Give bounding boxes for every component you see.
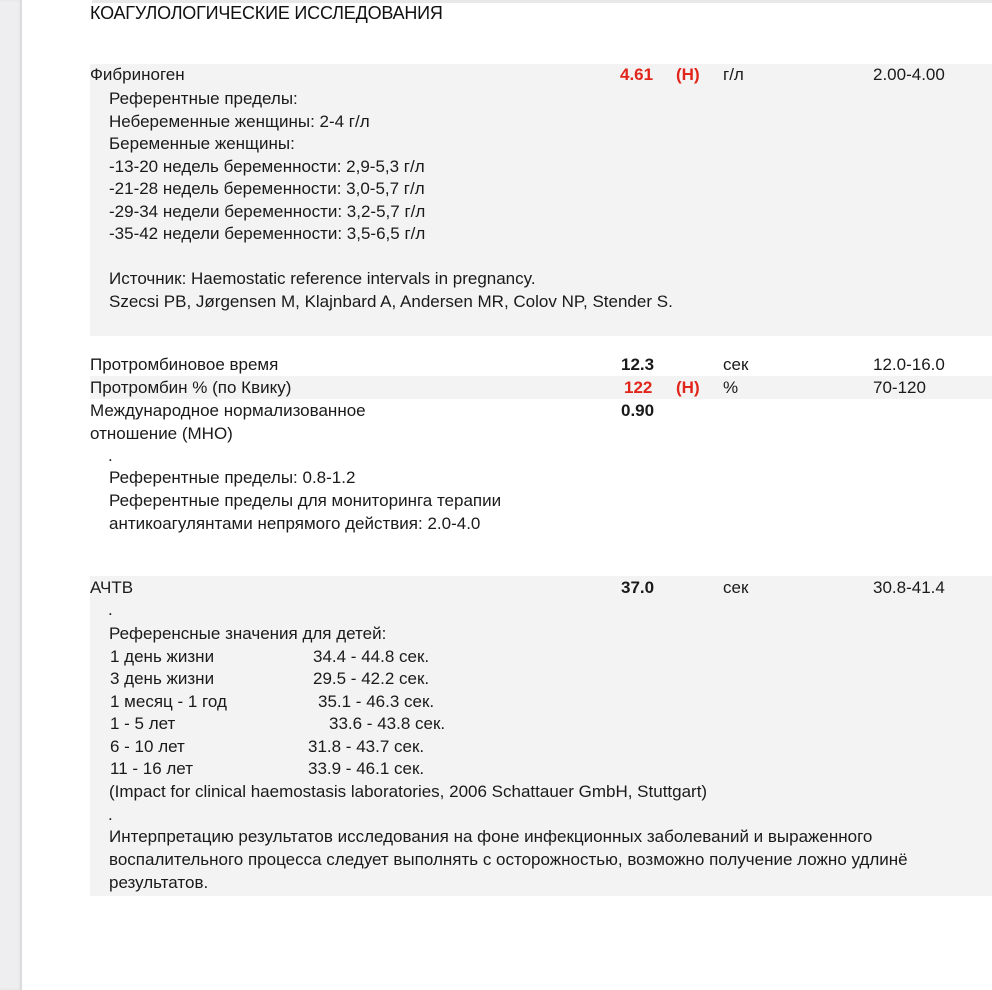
pt-reference: 12.0-16.0 [873,355,945,374]
quick-name: Протромбин % (по Квику) [90,378,292,397]
pt-unit: сек [723,355,749,374]
inr-note: антикоагулянтами непрямого действия: 2.0-4.0 [109,514,481,533]
aptt-dot-2: . [108,805,113,824]
inr-dot: . [108,446,113,465]
fibrinogen-unit: г/л [723,65,744,84]
fibrinogen-source: Источник: Haemostatic reference intervals in pregnancy. [109,269,536,288]
aptt-interpretation: воспалительного процесса следует выполнять с осторожностью, возможно получение ложно удлинё [109,850,908,869]
fibrinogen-note: Референтные пределы: [109,89,298,108]
aptt-child-age: 6 - 10 лет [110,737,185,756]
aptt-citation: (Impact for clinical haemostasis laboratories, 2006 Schattauer GmbH, Stuttgart) [109,782,708,801]
aptt-child-age: 1 месяц - 1 год [110,692,227,711]
quick-flag-high: (H) [676,378,700,397]
fibrinogen-source-authors: Szecsi PB, Jørgensen M, Klajnbard A, Andersen MR, Colov NP, Stender S. [109,292,673,311]
aptt-child-range: 33.9 - 46.1 сек. [308,759,425,778]
aptt-children-title: Референсные значения для детей: [109,624,387,643]
aptt-child-range: 33.6 - 43.8 сек. [329,714,446,733]
aptt-child-age: 1 - 5 лет [110,714,176,733]
fibrinogen-note: Беременные женщины: [109,134,295,153]
quick-reference: 70-120 [873,378,926,397]
fibrinogen-value: 4.61 [620,65,654,84]
aptt-interpretation: результатов. [109,873,209,892]
aptt-child-age: 11 - 16 лет [110,759,193,778]
aptt-reference: 30.8-41.4 [873,578,945,597]
quick-unit: % [723,378,739,397]
fibrinogen-note: -29-34 недели беременности: 3,2-5,7 г/л [109,202,426,221]
aptt-child-range: 31.8 - 43.7 сек. [308,737,425,756]
fibrinogen-note: -35-42 недели беременности: 3,5-6,5 г/л [109,224,426,243]
aptt-child-range: 29.5 - 42.2 сек. [313,669,430,688]
fibrinogen-flag-high: (H) [676,65,700,84]
aptt-unit: сек [723,578,749,597]
aptt-dot: . [108,600,113,619]
aptt-name: АЧТВ [90,578,134,597]
inr-name-cont: отношение (МНО) [90,424,233,443]
aptt-child-age: 1 день жизни [110,647,215,666]
fibrinogen-name: Фибриноген [90,65,185,84]
fibrinogen-reference: 2.00-4.00 [873,65,945,84]
section-title: КОАГУЛОЛОГИЧЕСКИЕ ИССЛЕДОВАНИЯ [90,3,443,23]
inr-name: Международное нормализованное [90,401,366,420]
fibrinogen-note: -13-20 недель беременности: 2,9-5,3 г/л [109,157,425,176]
aptt-value: 37.0 [621,578,655,597]
aptt-child-age: 3 день жизни [110,669,215,688]
inr-note: Референтные пределы: 0.8-1.2 [109,468,356,487]
aptt-child-range: 34.4 - 44.8 сек. [313,647,430,666]
pt-name: Протромбиновое время [90,355,279,374]
fibrinogen-note: -21-28 недель беременности: 3,0-5,7 г/л [109,179,425,198]
inr-value: 0.90 [621,401,655,420]
pt-value: 12.3 [621,355,655,374]
aptt-interpretation: Интерпретацию результатов исследования на фоне инфекционных заболеваний и выраженного [109,827,873,846]
inr-note: Референтные пределы для мониторинга терапии [109,491,502,510]
fibrinogen-note: Небеременные женщины: 2-4 г/л [109,112,370,131]
quick-value: 122 [624,378,653,397]
aptt-child-range: 35.1 - 46.3 сек. [318,692,435,711]
